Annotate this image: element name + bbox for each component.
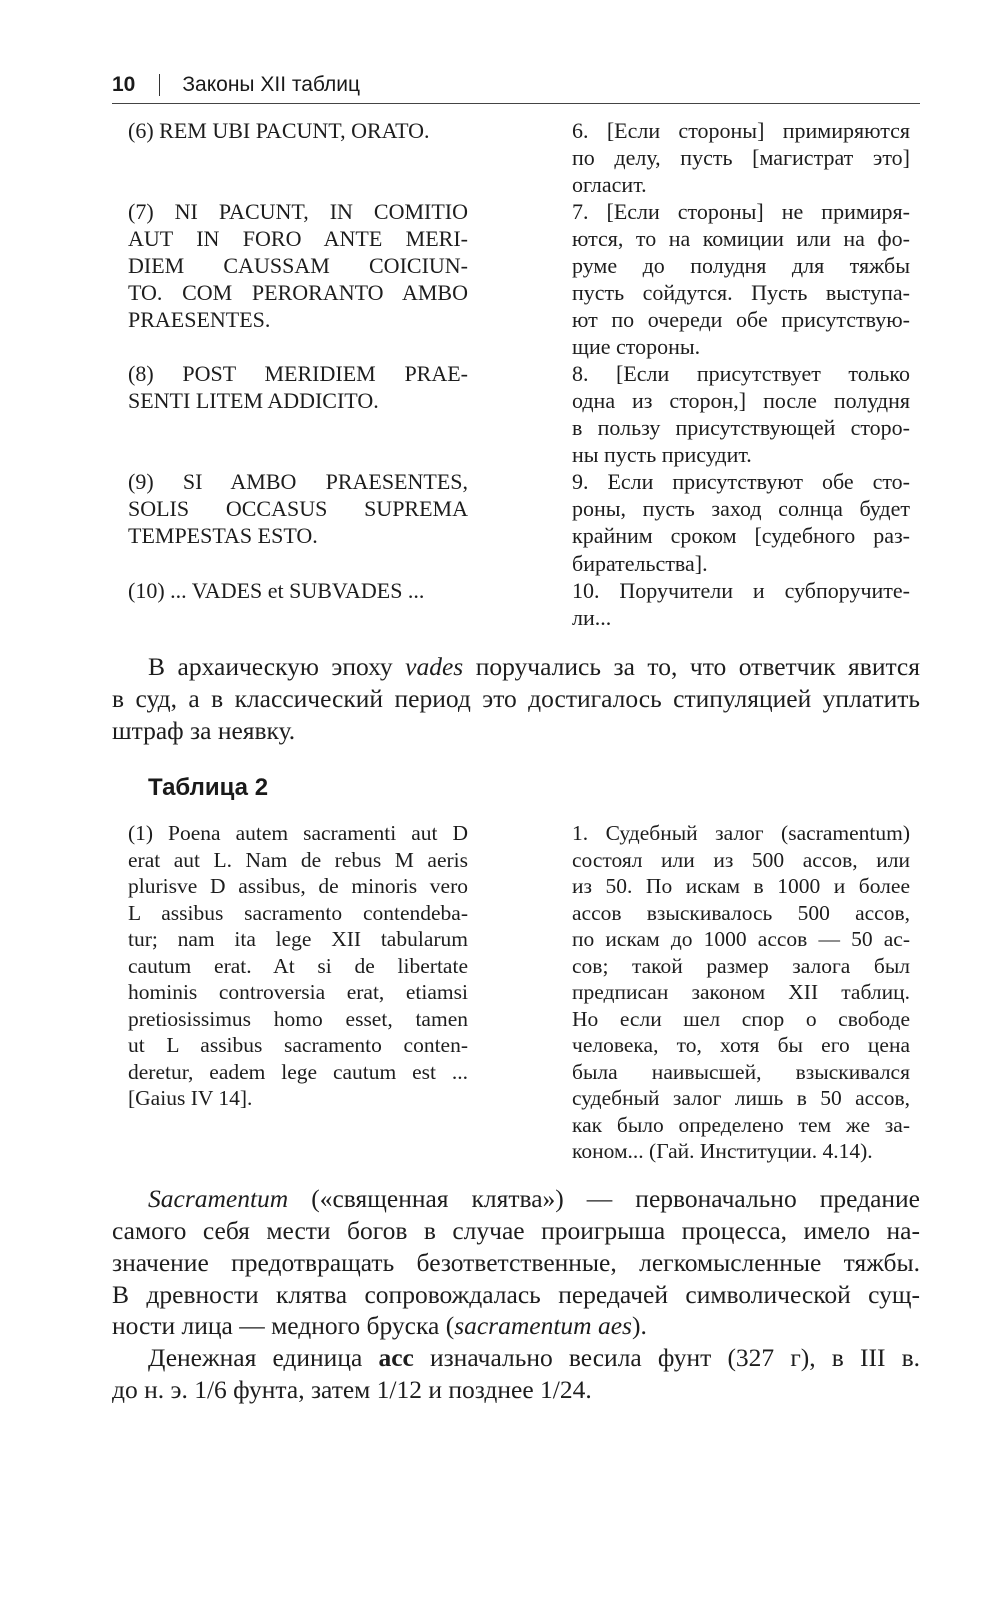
latin-text-line: [Gaius IV 14]. [128,1086,253,1110]
latin-text-line: (6) REM UBI PACUNT, ORATO. [128,117,430,143]
table-1-provisions [128,117,910,631]
latin-text-line: deretur, eadem lege cautum est ... [128,1059,468,1084]
latin-original-text [128,198,468,333]
russian-text-line: по делу, пусть [магистрат это] [572,144,910,170]
latin-text-line: cautum erat. At si de libertate [128,953,468,978]
russian-translation-text [572,117,910,198]
russian-text-line: сов; такой размер залога был [572,953,910,978]
latin-text-line: (1) Poena autem sacramenti aut D [128,821,468,845]
latin-text-line: AUT IN FORO ANTE MERI- [128,225,468,251]
paragraph-line [112,1310,920,1342]
russian-text-line: 10. Поручители и субпоручите- [572,577,910,603]
latin-original-text [128,820,468,1112]
commentary-block-vades [112,651,920,747]
russian-text-line: 6. [Если стороны] примиряются [572,117,910,143]
header-rule [112,103,920,104]
russian-text-line: 8. [Если присутствует только [572,361,910,387]
latin-text-line: pretiosissimus homo esset, tamen [128,1006,468,1031]
russian-translation-text [572,198,910,360]
latin-original-text [128,360,468,414]
paragraph-line: значение предотвращать безответственные, легкомысленные тяжбы. [112,1247,920,1277]
provision-row-9 [128,468,910,576]
paragraph-line [112,1183,920,1215]
paragraph-line: до н. э. 1/6 фунта, затем 1/12 и позднее 1/24. [112,1374,592,1404]
russian-text-line: ли... [572,604,612,630]
commentary-paragraph [112,1183,920,1342]
text-segment: изначально весила фунт (327 г), в III в. [413,1342,920,1372]
table-2-provisions [128,820,910,1165]
latin-original-text [128,468,468,549]
latin-text-line: erat aut L. Nam de rebus M aeris [128,847,468,872]
russian-text-line: ны пусть присудит. [572,442,752,468]
provision-row-1 [128,820,910,1165]
russian-text-line: человека, то, хотя бы его цена [572,1033,910,1057]
running-title: Законы XII таблиц [182,73,361,96]
russian-translation-text [572,820,910,1165]
latin-text-line: SOLIS OCCASUS SUPREMA [128,496,468,522]
text-segment: («священная клятва») — первоначально предание [288,1184,920,1214]
russian-text-line: 1. Судебный залог (sacramentum) [572,821,910,845]
paragraph-line [112,651,920,683]
paragraph-line: штраф за неявку. [112,716,296,745]
latin-text-line: L assibus sacramento contendeba- [128,900,468,925]
commentary-paragraph [112,651,920,747]
russian-translation-text [572,468,910,576]
russian-text-line: ассов взыскивалось 500 ассов, [572,900,910,925]
russian-text-line: в пользу присутствующей сторо- [572,415,910,441]
text-segment: Денежная единица [148,1342,379,1372]
provision-row-10 [128,577,910,631]
russian-text-line: роны, пусть заход солнца будет [572,496,910,522]
russian-text-line: одна из сторон,] после полудня [572,388,910,414]
latin-text-line: ut L assibus sacramento conten- [128,1033,468,1057]
russian-text-line: огласит. [572,171,647,197]
russian-text-line: 7. [Если стороны] не примиря- [572,198,910,224]
latin-text-line: DIEM CAUSSAM COICIUN- [128,252,468,278]
text-segment: ности лица — медного бруска ( [112,1311,455,1341]
latin-text-line: (8) POST MERIDIEM PRAE- [128,361,468,387]
commentary-paragraph [112,1342,920,1405]
russian-text-line: руме до полудня для тяжбы [572,252,910,278]
latin-text-line: (10) ... VADES et SUBVADES ... [128,577,425,603]
russian-text-line: Но если шел спор о свободе [572,1006,910,1031]
russian-text-line: крайним сроком [судебного раз- [572,523,910,549]
italic-term: Sacramentum [148,1184,289,1214]
paragraph-line [112,1342,920,1374]
text-segment: поручались за то, что ответчик явится [463,652,920,681]
provision-row-8 [128,360,910,468]
russian-text-line: из 50. По искам в 1000 и более [572,874,910,898]
latin-text-line: SENTI LITEM ADDICITO. [128,388,379,414]
latin-text-line: (9) SI AMBO PRAESENTES, [128,469,468,495]
running-header [112,73,360,97]
italic-term: sacramentum aes [454,1311,632,1341]
russian-text-line: пусть сойдутся. Пусть выступа- [572,279,910,305]
russian-text-line: коном... (Гай. Институции. 4.14). [572,1139,873,1163]
russian-text-line: по искам до 1000 ассов — 50 ас- [572,927,910,951]
russian-translation-text [572,577,910,631]
russian-text-line: щие стороны. [572,334,701,359]
provision-row-7 [128,198,910,360]
latin-original-text [128,117,468,144]
paragraph-line: в суд, а в классический период это достигалось стипуляцией уплатить [112,684,920,713]
latin-original-text [128,577,468,604]
latin-text-line: tur; nam ita lege XII tabularum [128,927,468,951]
russian-text-line: ются, то на комиции или на фо- [572,225,910,251]
bold-term: асс [378,1342,414,1372]
italic-term: vades [405,652,464,681]
russian-text-line: судебный залог лишь в 50 ассов, [572,1086,910,1110]
section-heading-table-2: Таблица 2 [148,774,269,801]
text-segment: В архаическую эпоху [148,652,406,681]
latin-text-line: plurisve D assibus, de minoris vero [128,874,468,898]
russian-text-line: 9. Если присутствуют обе сто- [572,469,910,495]
russian-text-line: бирательства]. [572,550,708,576]
latin-text-line: TEMPESTAS ESTO. [128,523,318,549]
header-divider [159,74,160,96]
provision-row-6 [128,117,910,198]
paragraph-line: самого себя мести богов в случае проигрыша процесса, имело на- [112,1216,920,1246]
russian-text-line: была наивысшей, взыскивался [572,1059,910,1084]
text-segment: ). [631,1311,647,1341]
commentary-block-sacramentum [112,1183,920,1405]
russian-translation-text [572,360,910,468]
latin-text-line: TO. COM PERORANTO AMBO [128,279,468,305]
latin-text-line: PRAESENTES. [128,306,271,332]
page-number: 10 [112,73,136,96]
russian-text-line: как было определено тем же за- [572,1112,910,1137]
latin-text-line: hominis controversia erat, etiamsi [128,980,468,1004]
latin-text-line: (7) NI PACUNT, IN COMITIO [128,198,468,224]
russian-text-line: ют по очереди обе присутствую- [572,306,910,332]
russian-text-line: предписан законом XII таблиц. [572,980,910,1004]
russian-text-line: состоял или из 500 ассов, или [572,847,910,872]
paragraph-line: В древности клятва сопровождалась передачей символической сущ- [112,1279,920,1309]
